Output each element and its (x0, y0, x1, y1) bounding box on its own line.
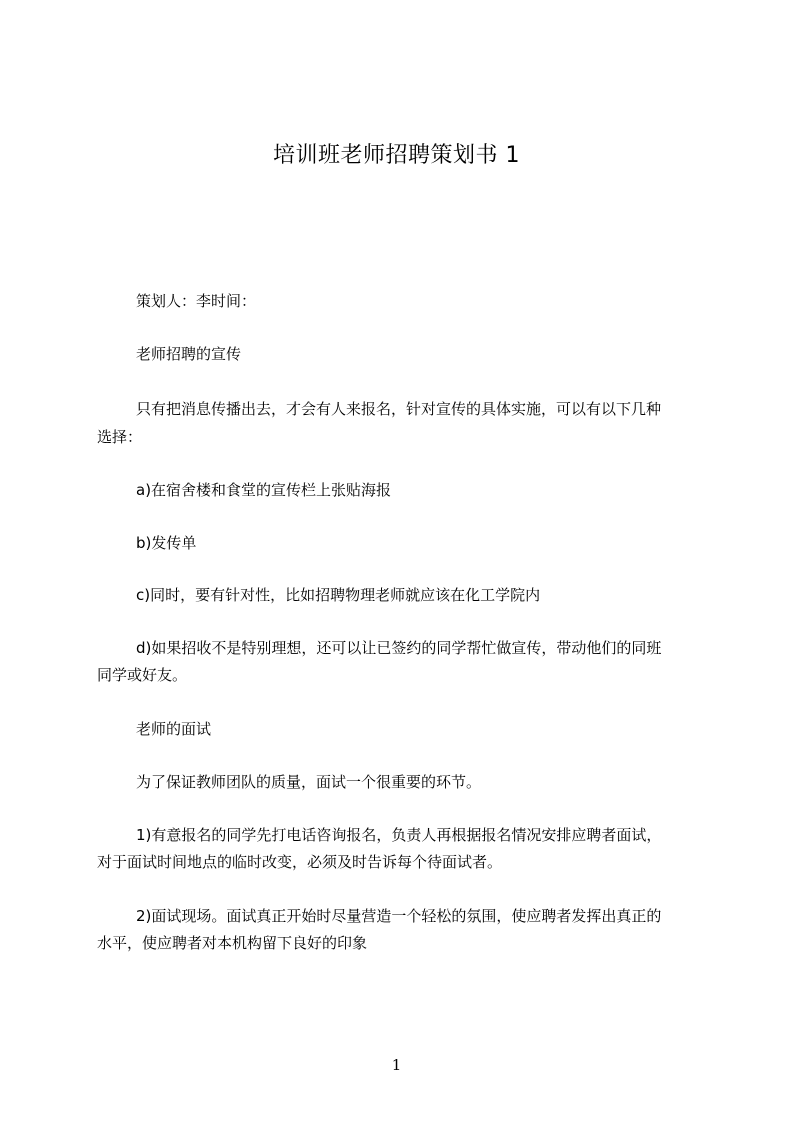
option-a-line: a)在宿舍楼和食堂的宣传栏上张贴海报 (136, 481, 392, 499)
option-b-line: b)发传单 (136, 534, 197, 552)
option-d-line-1: d)如果招收不是特别理想，还可以让已签约的同学帮忙做宣传，带动他们的同班 (136, 639, 662, 657)
option-c-line: c)同时，要有针对性，比如招聘物理老师就应该在化工学院内 (136, 586, 541, 604)
document-title: 培训班老师招聘策划书 1 (273, 143, 520, 168)
interview-item-2-line-1: 2)面试现场。面试真正开始时尽量营造一个轻松的氛围，使应聘者发挥出真正的 (136, 907, 662, 925)
publicity-intro-line-2: 选择： (97, 428, 143, 446)
interview-item-2-line-2: 水平，使应聘者对本机构留下良好的印象 (97, 934, 368, 952)
interview-item-1-line-1: 1)有意报名的同学先打电话咨询报名，负责人再根据报名情况安排应聘者面试， (136, 826, 662, 844)
option-d-line-2: 同学或好友。 (97, 666, 188, 684)
section-heading-interview: 老师的面试 (136, 720, 212, 738)
planner-line: 策划人：李时间： (136, 292, 257, 310)
interview-item-1-line-2: 对于面试时间地点的临时改变，必须及时告诉每个待面试者。 (97, 853, 503, 871)
interview-intro-line: 为了保证教师团队的质量，面试一个很重要的环节。 (136, 773, 482, 791)
page-number: 1 (391, 1056, 402, 1074)
publicity-intro-line-1: 只有把消息传播出去，才会有人来报名，针对宣传的具体实施，可以有以下几种 (136, 400, 662, 418)
section-heading-publicity: 老师招聘的宣传 (136, 345, 242, 363)
